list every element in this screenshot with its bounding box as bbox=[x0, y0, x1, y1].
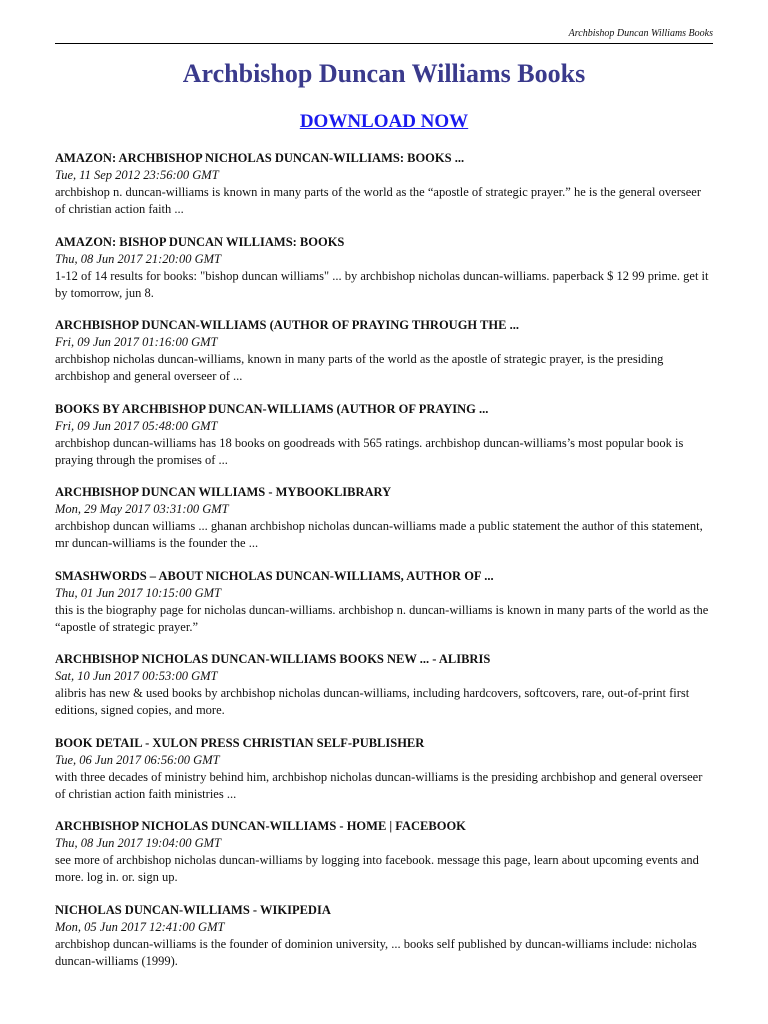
result-item bbox=[55, 651, 713, 719]
result-item bbox=[55, 234, 713, 302]
result-snippet: archbishop duncan-williams is the founder of dominion university, ... books self published by duncan-williams include: nicholas duncan-williams (1999). bbox=[55, 936, 697, 968]
result-title: BOOK DETAIL - XULON PRESS CHRISTIAN SELF-PUBLISHER bbox=[55, 735, 425, 750]
results-list bbox=[55, 150, 713, 985]
download-now-link[interactable]: DOWNLOAD NOW bbox=[299, 111, 469, 132]
result-date: Thu, 01 Jun 2017 10:15:00 GMT bbox=[55, 585, 221, 600]
result-date: Mon, 05 Jun 2017 12:41:00 GMT bbox=[55, 919, 225, 934]
result-date: Fri, 09 Jun 2017 05:48:00 GMT bbox=[55, 418, 218, 433]
result-title: AMAZON: ARCHBISHOP NICHOLAS DUNCAN-WILLIAMS: BOOKS ... bbox=[55, 151, 465, 165]
result-date: Sat, 10 Jun 2017 00:53:00 GMT bbox=[55, 669, 218, 683]
result-item bbox=[55, 317, 713, 385]
result-item bbox=[55, 401, 713, 469]
result-date: Tue, 11 Sep 2012 23:56:00 GMT bbox=[55, 168, 219, 182]
header-divider bbox=[55, 43, 713, 44]
result-snippet: archbishop duncan-williams has 18 books on goodreads with 565 ratings. archbishop duncan-williams’s most popular book is praying through the promises of ... bbox=[55, 435, 684, 467]
result-title: BOOKS BY ARCHBISHOP DUNCAN-WILLIAMS (AUTHOR OF PRAYING ... bbox=[55, 401, 489, 416]
result-snippet: with three decades of ministry behind him, archbishop nicholas duncan-williams is the presiding archbishop and general overseer of christian action faith ministries ... bbox=[55, 769, 703, 801]
result-date: Tue, 06 Jun 2017 06:56:00 GMT bbox=[55, 752, 220, 767]
result-date: Thu, 08 Jun 2017 21:20:00 GMT bbox=[55, 251, 221, 266]
result-snippet: this is the biography page for nicholas duncan-williams. archbishop n. duncan-williams is known in many parts of the world as the “apostle of strategic prayer.” bbox=[55, 602, 709, 634]
result-snippet: alibris has new & used books by archbishop nicholas duncan-williams, including hardcovers, softcovers, rare, out-of-print first editions, signed copies, and more. bbox=[55, 686, 690, 717]
result-title: SMASHWORDS – ABOUT NICHOLAS DUNCAN-WILLIAMS, AUTHOR OF ... bbox=[55, 568, 494, 583]
result-title: ARCHBISHOP DUNCAN WILLIAMS - MYBOOKLIBRARY bbox=[55, 485, 392, 499]
result-title: NICHOLAS DUNCAN-WILLIAMS - WIKIPEDIA bbox=[55, 902, 331, 917]
result-item bbox=[55, 818, 713, 886]
result-snippet: see more of archbishop nicholas duncan-williams by logging into facebook. message this page, learn about upcoming events and more. log in. or. sign up. bbox=[55, 853, 699, 884]
result-title: AMAZON: BISHOP DUNCAN WILLIAMS: BOOKS bbox=[55, 234, 345, 249]
result-title: ARCHBISHOP NICHOLAS DUNCAN-WILLIAMS BOOKS NEW ... - ALIBRIS bbox=[55, 652, 491, 666]
running-header: Archbishop Duncan Williams Books bbox=[568, 28, 713, 39]
result-snippet: 1-12 of 14 results for books: "bishop duncan williams" ... by archbishop nicholas duncan-williams. paperback $ 12 99 prime. get it by tomorrow, jun 8. bbox=[55, 268, 709, 300]
result-item bbox=[55, 902, 713, 970]
result-date: Mon, 29 May 2017 03:31:00 GMT bbox=[55, 502, 229, 516]
result-item bbox=[55, 735, 713, 803]
result-snippet: archbishop duncan williams ... ghanan archbishop nicholas duncan-williams made a public statement the author of this statement, mr duncan-williams is the founder the ... bbox=[55, 519, 703, 550]
result-title: ARCHBISHOP NICHOLAS DUNCAN-WILLIAMS - HOME | FACEBOOK bbox=[55, 819, 466, 833]
result-snippet: archbishop n. duncan-williams is known in many parts of the world as the “apostle of strategic prayer.” he is the general overseer of christian action faith ... bbox=[55, 185, 701, 216]
download-link-container bbox=[0, 109, 768, 135]
result-snippet: archbishop nicholas duncan-williams, known in many parts of the world as the apostle of strategic prayer, is the presiding archbishop and general overseer of ... bbox=[55, 352, 664, 383]
result-date: Thu, 08 Jun 2017 19:04:00 GMT bbox=[55, 836, 221, 850]
page-title: Archbishop Duncan Williams Books bbox=[182, 59, 586, 88]
result-item bbox=[55, 484, 713, 552]
result-item bbox=[55, 568, 713, 636]
result-date: Fri, 09 Jun 2017 01:16:00 GMT bbox=[55, 335, 218, 349]
result-item bbox=[55, 150, 713, 218]
result-title: ARCHBISHOP DUNCAN-WILLIAMS (AUTHOR OF PRAYING THROUGH THE ... bbox=[55, 318, 519, 332]
